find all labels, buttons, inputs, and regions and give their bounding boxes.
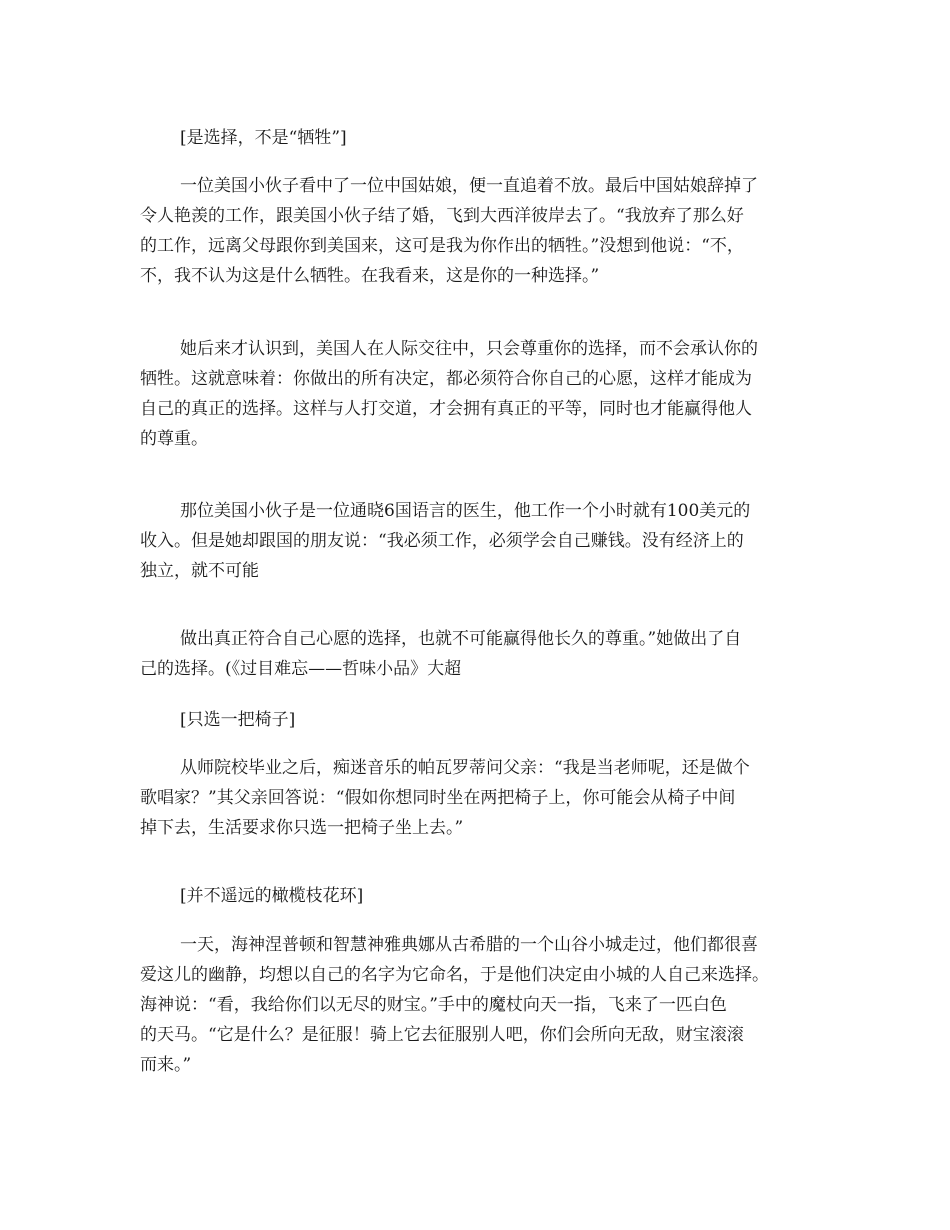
section-heading-olive — [140, 881, 820, 911]
text-line: 她后来才认识到，美国人在人际交往中，只会尊重你的选择，而不会承认你的 — [180, 339, 758, 359]
text-line: 从师院校毕业之后，痴迷音乐的帕瓦罗蒂问父亲：“我是当老师呢，还是做个 — [180, 758, 750, 778]
text-line: 掉下去，生活要求你只选一把椅子坐上去。” — [140, 818, 464, 838]
text-line: 而来。” — [140, 1055, 192, 1075]
text-line: 海神说：“看，我给你们以无尽的财宝。”手中的魔杖向天一指，飞来了一匹白色 — [140, 995, 727, 1015]
paragraph-6 — [140, 930, 820, 1080]
text-line: 令人艳羡的工作，跟美国小伙子结了婚，飞到大西洋彼岸去了。“我放弃了那么好 — [140, 206, 744, 226]
text-line: 收入。但是她却跟国的朋友说：“我必须工作，必须学会自己赚钱。没有经济上的 — [140, 531, 744, 551]
text-line: 的工作，远离父母跟你到美国来，这可是我为你作出的牺牲。”没想到他说：“不， — [140, 236, 744, 256]
text-line: 爱这儿的幽静，均想以自己的名字为它命名，于是他们决定由小城的人自己来选择。 — [140, 965, 769, 985]
text-line: 己的选择。(《过目难忘——哲味小品》大超 — [140, 659, 462, 679]
text-line: 牺牲。这就意味着：你做出的所有决定，都必须符合你自己的心愿，这样才能成为 — [140, 369, 752, 389]
text-line: 独立，就不可能 — [140, 561, 259, 581]
text-line: 一天，海神涅普顿和智慧神雅典娜从古希腊的一个山谷小城走过，他们都很喜 — [180, 935, 758, 955]
paragraph-4 — [140, 624, 820, 684]
section-heading-chair — [140, 705, 820, 735]
text-line: 歌唱家？”其父亲回答说：“假如你想同时坐在两把椅子上，你可能会从椅子中间 — [140, 788, 736, 808]
text-line: 的尊重。 — [140, 429, 208, 449]
text-line: 那位美国小伙子是一位通晓6国语言的医生，他工作一个小时就有100美元的 — [180, 501, 751, 521]
heading-text: [是选择，不是“牺牲”] — [180, 128, 347, 148]
text-line: 做出真正符合自己心愿的选择，也就不可能赢得他长久的尊重。”她做出了自 — [180, 629, 742, 649]
heading-text: [并不遥远的橄榄枝花环] — [180, 886, 364, 906]
section-heading-choice — [140, 123, 820, 153]
heading-text: [只选一把椅子] — [180, 710, 296, 730]
text-line: 的天马。“它是什么？是征服！骑上它去征服别人吧，你们会所向无敌，财宝滚滚 — [140, 1025, 744, 1045]
paragraph-3 — [140, 496, 820, 586]
text-line: 一位美国小伙子看中了一位中国姑娘，便一直追着不放。最后中国姑娘辞掉了 — [180, 176, 758, 196]
text-line: 自己的真正的选择。这样与人打交道，才会拥有真正的平等，同时也才能赢得他人 — [140, 399, 752, 419]
paragraph-2 — [140, 334, 820, 454]
text-line: 不，我不认为这是什么牺牲。在我看来，这是你的一种选择。” — [140, 266, 600, 286]
paragraph-1 — [140, 171, 820, 291]
paragraph-5 — [140, 753, 820, 843]
